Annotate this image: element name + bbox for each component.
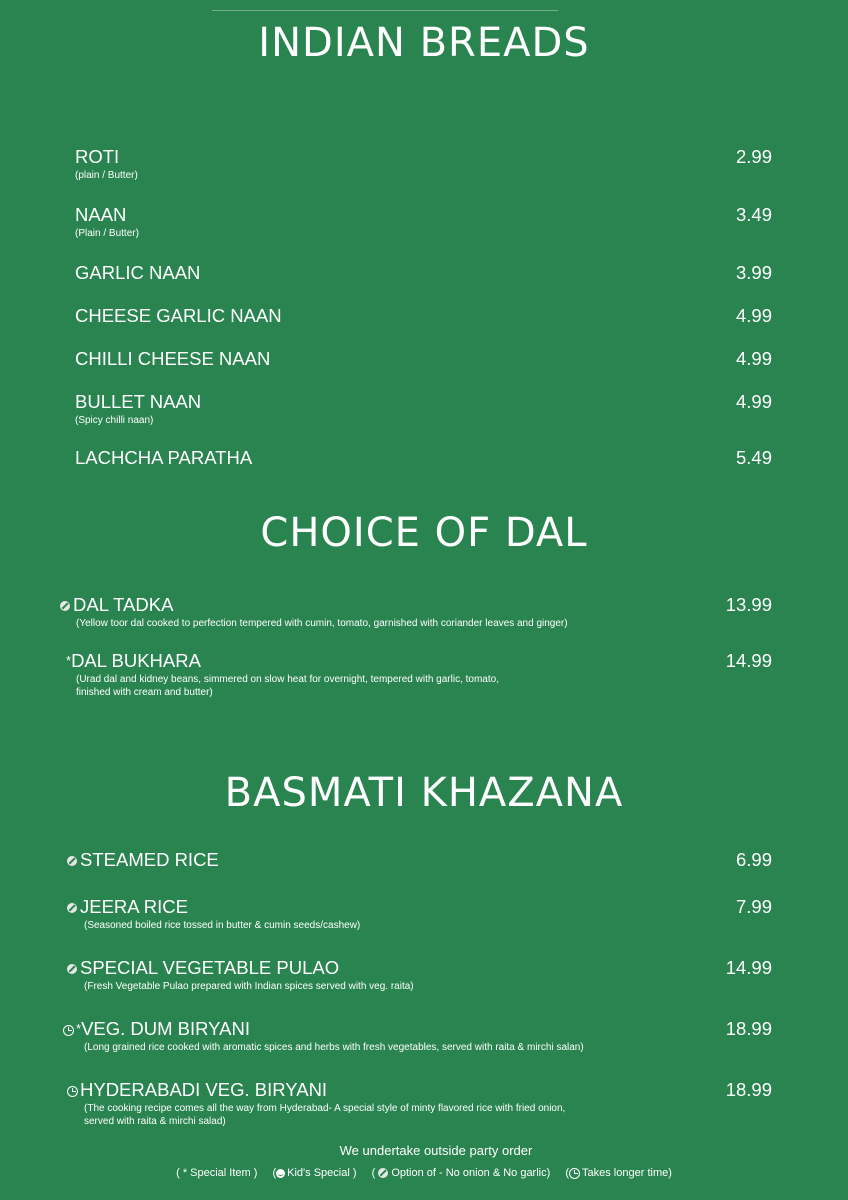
section-title-indian-breads: INDIAN BREADS [258,20,590,66]
item-name-row [67,896,360,918]
menu-item-naan [75,204,139,240]
item-price: 18.99 [725,1079,772,1100]
legend-paren: ( [371,1167,376,1179]
item-name: ROTI [75,146,120,167]
item-price: 4.99 [735,305,772,326]
menu-item-hyderabadi-veg-biryani [67,1079,565,1128]
item-price: 3.99 [735,262,772,283]
item-name: STEAMED RICE [80,849,219,870]
item-desc: (Long grained rice cooked with aromatic spices and herbs with fresh vegetables, served with raita & mirchi salan) [84,1042,584,1053]
item-price: 4.99 [735,391,772,412]
legend-takes-longer [565,1167,672,1179]
item-price: 13.99 [725,594,772,615]
menu-item-jeera-rice [67,896,360,932]
item-desc-line2: served with raita & mirchi salad) [84,1116,226,1127]
item-name: NAAN [75,204,127,225]
no-onion-garlic-icon [60,601,70,611]
item-name: DAL TADKA [73,594,174,615]
legend [0,1167,848,1179]
item-desc: (Yellow toor dal cooked to perfection tempered with cumin, tomato, garnished with coriander leaves and ginger) [76,618,568,629]
special-item-marker: * [66,653,72,668]
section-title-choice-of-dal: CHOICE OF DAL [260,510,588,556]
item-price: 18.99 [725,1018,772,1039]
item-desc: (Spicy chilli naan) [75,415,154,426]
legend-kids-special [272,1167,356,1179]
section-title-basmati-khazana: BASMATI KHAZANA [224,770,624,816]
item-name: SPECIAL VEGETABLE PULAO [80,957,340,978]
no-onion-garlic-icon [67,964,77,974]
item-name: DAL BUKHARA [71,650,201,671]
menu-item-veg-dum-biryani [63,1018,584,1054]
item-price: 7.99 [735,896,772,917]
item-name-row [63,1018,584,1040]
no-onion-garlic-icon [67,856,77,866]
no-onion-garlic-icon [67,903,77,913]
legend-paren: ( [565,1167,570,1179]
legend-special-item: ( * Special Item ) [176,1167,258,1179]
clock-icon [67,1086,78,1097]
top-divider [212,10,558,11]
item-desc-line2: finished with cream and butter) [76,687,213,698]
item-name: HYDERABADI VEG. BIRYANI [80,1079,328,1100]
menu-item-special-vegetable-pulao [67,957,414,993]
legend-option-label: Option of - No onion & No garlic) [391,1167,551,1179]
menu-item-bullet-naan [75,391,201,427]
item-price: 4.99 [735,348,772,369]
legend-kids-label: Kid's Special ) [287,1167,357,1179]
menu-item-roti [75,146,138,182]
item-price: 6.99 [735,849,772,870]
item-name-row [66,650,499,672]
item-name-row [60,594,568,616]
menu-item-lachcha-paratha [75,447,252,469]
item-price: 5.49 [735,447,772,468]
item-name: VEG. DUM BIRYANI [81,1018,250,1039]
menu-item-garlic-naan [75,262,200,284]
special-item-marker: * [76,1021,82,1036]
no-onion-garlic-icon [378,1168,388,1178]
menu-item-chilli-cheese-naan [75,348,270,370]
menu-item-steamed-rice [67,849,219,871]
item-name: CHEESE GARLIC NAAN [75,305,282,326]
item-desc: (Fresh Vegetable Pulao prepared with Indian spices served with veg. raita) [84,981,414,992]
item-name: BULLET NAAN [75,391,202,412]
item-desc: (Plain / Butter) [75,228,139,239]
menu-item-cheese-garlic-naan [75,305,282,327]
item-desc: (The cooking recipe comes all the way from Hyderabad- A special style of minty flavored rice with fried onion, [84,1103,566,1114]
party-order-note: We undertake outside party order [339,1143,533,1158]
menu-item-dal-tadka [60,594,568,630]
menu-item-dal-bukhara [66,650,499,699]
item-name-row [67,957,414,979]
legend-paren: ( [272,1167,277,1179]
item-name: GARLIC NAAN [75,262,201,283]
clock-icon [569,1168,580,1179]
smiley-icon [276,1169,285,1178]
item-name-row [67,849,219,871]
item-name: CHILLI CHEESE NAAN [75,348,271,369]
item-desc: (Urad dal and kidney beans, simmered on slow heat for overnight, tempered with garlic, tomato, [76,674,499,685]
legend-no-onion-garlic [372,1167,551,1179]
item-desc: (Seasoned boiled rice tossed in butter & cumin seeds/cashew) [84,920,361,931]
item-desc: (plain / Butter) [75,170,138,181]
clock-icon [63,1025,74,1036]
item-name: LACHCHA PARATHA [75,447,253,468]
item-name: JEERA RICE [80,896,188,917]
item-price: 3.49 [735,204,772,225]
item-price: 14.99 [725,650,772,671]
item-price: 2.99 [735,146,772,167]
legend-time-label: Takes longer time) [582,1167,672,1179]
item-price: 14.99 [725,957,772,978]
item-name-row [67,1079,565,1101]
